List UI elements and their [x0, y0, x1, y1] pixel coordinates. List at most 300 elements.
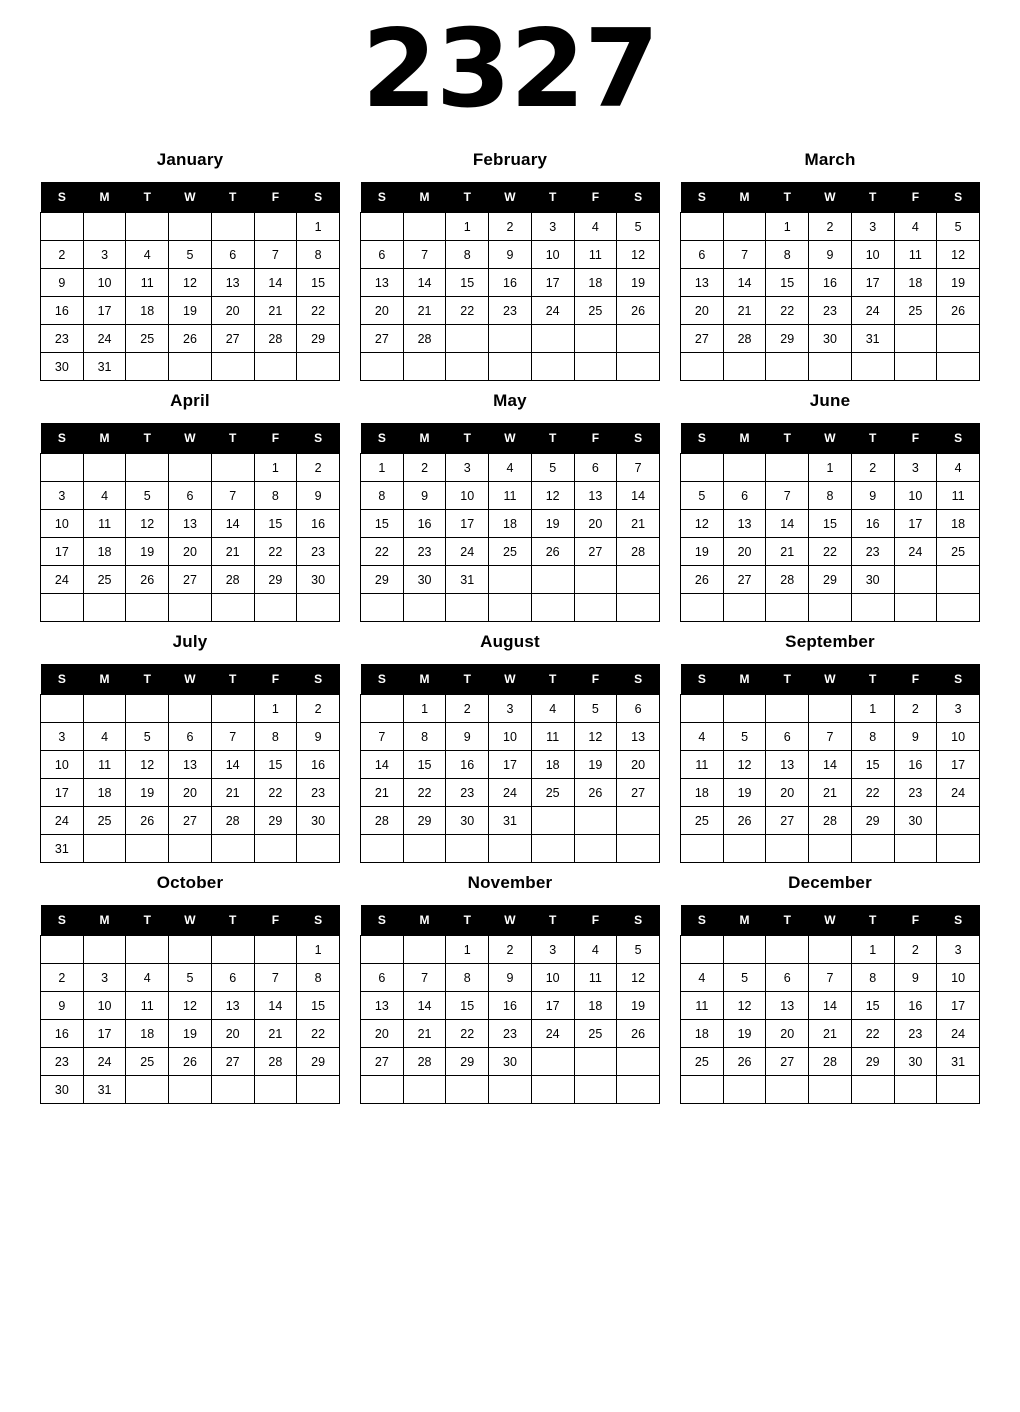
day-cell[interactable]: 22 — [766, 297, 809, 325]
day-cell[interactable]: 18 — [126, 1020, 169, 1048]
day-cell[interactable]: 20 — [574, 510, 617, 538]
day-cell[interactable]: 6 — [169, 482, 212, 510]
day-cell[interactable]: 10 — [489, 723, 532, 751]
day-cell[interactable]: 30 — [403, 566, 446, 594]
day-cell[interactable]: 23 — [809, 297, 852, 325]
day-cell[interactable]: 11 — [531, 723, 574, 751]
day-cell[interactable]: 26 — [169, 1048, 212, 1076]
day-cell[interactable]: 21 — [361, 779, 404, 807]
day-cell[interactable]: 25 — [894, 297, 937, 325]
day-cell[interactable]: 29 — [403, 807, 446, 835]
day-cell[interactable]: 28 — [766, 566, 809, 594]
day-cell[interactable]: 11 — [937, 482, 980, 510]
day-cell[interactable]: 15 — [851, 751, 894, 779]
day-cell[interactable]: 3 — [531, 936, 574, 964]
day-cell[interactable]: 12 — [681, 510, 724, 538]
day-cell[interactable]: 18 — [83, 779, 126, 807]
day-cell[interactable]: 8 — [809, 482, 852, 510]
day-cell[interactable]: 15 — [361, 510, 404, 538]
day-cell[interactable]: 3 — [894, 454, 937, 482]
day-cell[interactable]: 29 — [766, 325, 809, 353]
day-cell[interactable]: 26 — [574, 779, 617, 807]
day-cell[interactable]: 9 — [446, 723, 489, 751]
day-cell[interactable]: 8 — [446, 964, 489, 992]
day-cell[interactable]: 29 — [297, 1048, 340, 1076]
day-cell[interactable]: 10 — [531, 241, 574, 269]
day-cell[interactable]: 28 — [403, 1048, 446, 1076]
day-cell[interactable]: 8 — [851, 723, 894, 751]
day-cell[interactable]: 19 — [169, 297, 212, 325]
day-cell[interactable]: 26 — [937, 297, 980, 325]
day-cell[interactable]: 2 — [403, 454, 446, 482]
day-cell[interactable]: 30 — [894, 1048, 937, 1076]
day-cell[interactable]: 8 — [297, 241, 340, 269]
day-cell[interactable]: 28 — [211, 807, 254, 835]
day-cell[interactable]: 21 — [809, 1020, 852, 1048]
day-cell[interactable]: 29 — [851, 807, 894, 835]
day-cell[interactable]: 28 — [809, 1048, 852, 1076]
day-cell[interactable]: 23 — [489, 1020, 532, 1048]
day-cell[interactable]: 1 — [361, 454, 404, 482]
day-cell[interactable]: 14 — [211, 510, 254, 538]
day-cell[interactable]: 15 — [254, 510, 297, 538]
day-cell[interactable]: 17 — [851, 269, 894, 297]
day-cell[interactable]: 9 — [41, 992, 84, 1020]
day-cell[interactable]: 15 — [446, 992, 489, 1020]
day-cell[interactable]: 28 — [809, 807, 852, 835]
day-cell[interactable]: 31 — [851, 325, 894, 353]
day-cell[interactable]: 13 — [574, 482, 617, 510]
day-cell[interactable]: 25 — [531, 779, 574, 807]
day-cell[interactable]: 31 — [446, 566, 489, 594]
day-cell[interactable]: 6 — [211, 241, 254, 269]
day-cell[interactable]: 12 — [126, 510, 169, 538]
day-cell[interactable]: 2 — [446, 695, 489, 723]
day-cell[interactable]: 27 — [361, 1048, 404, 1076]
day-cell[interactable]: 29 — [361, 566, 404, 594]
day-cell[interactable]: 25 — [937, 538, 980, 566]
day-cell[interactable]: 9 — [297, 723, 340, 751]
day-cell[interactable]: 19 — [531, 510, 574, 538]
day-cell[interactable]: 17 — [531, 992, 574, 1020]
day-cell[interactable]: 3 — [851, 213, 894, 241]
day-cell[interactable]: 30 — [41, 1076, 84, 1104]
day-cell[interactable]: 10 — [41, 510, 84, 538]
day-cell[interactable]: 16 — [489, 269, 532, 297]
day-cell[interactable]: 8 — [851, 964, 894, 992]
day-cell[interactable]: 9 — [809, 241, 852, 269]
day-cell[interactable]: 17 — [937, 751, 980, 779]
day-cell[interactable]: 4 — [894, 213, 937, 241]
day-cell[interactable]: 21 — [723, 297, 766, 325]
day-cell[interactable]: 25 — [489, 538, 532, 566]
day-cell[interactable]: 26 — [617, 297, 660, 325]
day-cell[interactable]: 11 — [681, 992, 724, 1020]
day-cell[interactable]: 28 — [254, 325, 297, 353]
day-cell[interactable]: 18 — [83, 538, 126, 566]
day-cell[interactable]: 4 — [681, 964, 724, 992]
day-cell[interactable]: 2 — [489, 213, 532, 241]
day-cell[interactable]: 1 — [809, 454, 852, 482]
day-cell[interactable]: 19 — [126, 538, 169, 566]
day-cell[interactable]: 27 — [766, 807, 809, 835]
day-cell[interactable]: 15 — [254, 751, 297, 779]
day-cell[interactable]: 24 — [937, 779, 980, 807]
day-cell[interactable]: 11 — [681, 751, 724, 779]
day-cell[interactable]: 19 — [681, 538, 724, 566]
day-cell[interactable]: 12 — [937, 241, 980, 269]
day-cell[interactable]: 7 — [254, 241, 297, 269]
day-cell[interactable]: 17 — [446, 510, 489, 538]
day-cell[interactable]: 30 — [297, 807, 340, 835]
day-cell[interactable]: 7 — [723, 241, 766, 269]
day-cell[interactable]: 8 — [361, 482, 404, 510]
day-cell[interactable]: 29 — [446, 1048, 489, 1076]
day-cell[interactable]: 29 — [254, 566, 297, 594]
day-cell[interactable]: 18 — [531, 751, 574, 779]
day-cell[interactable]: 23 — [894, 779, 937, 807]
day-cell[interactable]: 19 — [126, 779, 169, 807]
day-cell[interactable]: 14 — [403, 269, 446, 297]
day-cell[interactable]: 19 — [617, 992, 660, 1020]
day-cell[interactable]: 8 — [254, 723, 297, 751]
day-cell[interactable]: 16 — [41, 297, 84, 325]
day-cell[interactable]: 1 — [446, 213, 489, 241]
day-cell[interactable]: 22 — [446, 297, 489, 325]
day-cell[interactable]: 7 — [403, 241, 446, 269]
day-cell[interactable]: 3 — [937, 936, 980, 964]
day-cell[interactable]: 15 — [446, 269, 489, 297]
day-cell[interactable]: 8 — [254, 482, 297, 510]
day-cell[interactable]: 2 — [809, 213, 852, 241]
day-cell[interactable]: 7 — [809, 964, 852, 992]
day-cell[interactable]: 16 — [297, 510, 340, 538]
day-cell[interactable]: 31 — [41, 835, 84, 863]
day-cell[interactable]: 26 — [531, 538, 574, 566]
day-cell[interactable]: 3 — [41, 723, 84, 751]
day-cell[interactable]: 7 — [211, 482, 254, 510]
day-cell[interactable]: 13 — [211, 269, 254, 297]
day-cell[interactable]: 9 — [489, 964, 532, 992]
day-cell[interactable]: 29 — [851, 1048, 894, 1076]
day-cell[interactable]: 24 — [851, 297, 894, 325]
day-cell[interactable]: 30 — [489, 1048, 532, 1076]
day-cell[interactable]: 2 — [894, 695, 937, 723]
day-cell[interactable]: 20 — [211, 297, 254, 325]
day-cell[interactable]: 23 — [297, 538, 340, 566]
day-cell[interactable]: 13 — [361, 992, 404, 1020]
day-cell[interactable]: 22 — [851, 1020, 894, 1048]
day-cell[interactable]: 5 — [937, 213, 980, 241]
day-cell[interactable]: 19 — [723, 1020, 766, 1048]
day-cell[interactable]: 30 — [851, 566, 894, 594]
day-cell[interactable]: 13 — [766, 992, 809, 1020]
day-cell[interactable]: 12 — [617, 964, 660, 992]
day-cell[interactable]: 25 — [574, 1020, 617, 1048]
day-cell[interactable]: 27 — [211, 325, 254, 353]
day-cell[interactable]: 1 — [254, 454, 297, 482]
day-cell[interactable]: 21 — [617, 510, 660, 538]
day-cell[interactable]: 27 — [169, 807, 212, 835]
day-cell[interactable]: 23 — [851, 538, 894, 566]
day-cell[interactable]: 19 — [723, 779, 766, 807]
day-cell[interactable]: 8 — [403, 723, 446, 751]
day-cell[interactable]: 30 — [446, 807, 489, 835]
day-cell[interactable]: 27 — [617, 779, 660, 807]
day-cell[interactable]: 31 — [489, 807, 532, 835]
day-cell[interactable]: 27 — [766, 1048, 809, 1076]
day-cell[interactable]: 20 — [681, 297, 724, 325]
day-cell[interactable]: 2 — [489, 936, 532, 964]
day-cell[interactable]: 21 — [403, 1020, 446, 1048]
day-cell[interactable]: 24 — [446, 538, 489, 566]
day-cell[interactable]: 11 — [83, 510, 126, 538]
day-cell[interactable]: 16 — [851, 510, 894, 538]
day-cell[interactable]: 8 — [446, 241, 489, 269]
day-cell[interactable]: 9 — [894, 964, 937, 992]
day-cell[interactable]: 28 — [211, 566, 254, 594]
day-cell[interactable]: 10 — [446, 482, 489, 510]
day-cell[interactable]: 1 — [446, 936, 489, 964]
day-cell[interactable]: 1 — [297, 936, 340, 964]
day-cell[interactable]: 6 — [574, 454, 617, 482]
day-cell[interactable]: 18 — [937, 510, 980, 538]
day-cell[interactable]: 8 — [766, 241, 809, 269]
day-cell[interactable]: 30 — [297, 566, 340, 594]
day-cell[interactable]: 1 — [254, 695, 297, 723]
day-cell[interactable]: 17 — [83, 297, 126, 325]
day-cell[interactable]: 5 — [723, 723, 766, 751]
day-cell[interactable]: 27 — [169, 566, 212, 594]
day-cell[interactable]: 29 — [809, 566, 852, 594]
day-cell[interactable]: 14 — [211, 751, 254, 779]
day-cell[interactable]: 6 — [169, 723, 212, 751]
day-cell[interactable]: 28 — [723, 325, 766, 353]
day-cell[interactable]: 19 — [574, 751, 617, 779]
day-cell[interactable]: 28 — [361, 807, 404, 835]
day-cell[interactable]: 2 — [894, 936, 937, 964]
day-cell[interactable]: 1 — [851, 695, 894, 723]
day-cell[interactable]: 15 — [809, 510, 852, 538]
day-cell[interactable]: 2 — [851, 454, 894, 482]
day-cell[interactable]: 12 — [169, 992, 212, 1020]
day-cell[interactable]: 1 — [403, 695, 446, 723]
day-cell[interactable]: 19 — [937, 269, 980, 297]
day-cell[interactable]: 15 — [297, 269, 340, 297]
day-cell[interactable]: 24 — [83, 1048, 126, 1076]
day-cell[interactable]: 2 — [41, 964, 84, 992]
day-cell[interactable]: 5 — [681, 482, 724, 510]
day-cell[interactable]: 25 — [83, 566, 126, 594]
day-cell[interactable]: 27 — [574, 538, 617, 566]
day-cell[interactable]: 15 — [403, 751, 446, 779]
day-cell[interactable]: 5 — [574, 695, 617, 723]
day-cell[interactable]: 26 — [126, 807, 169, 835]
day-cell[interactable]: 6 — [361, 241, 404, 269]
day-cell[interactable]: 22 — [254, 538, 297, 566]
day-cell[interactable]: 12 — [574, 723, 617, 751]
day-cell[interactable]: 12 — [723, 751, 766, 779]
day-cell[interactable]: 14 — [254, 992, 297, 1020]
day-cell[interactable]: 22 — [403, 779, 446, 807]
day-cell[interactable]: 2 — [41, 241, 84, 269]
day-cell[interactable]: 10 — [531, 964, 574, 992]
day-cell[interactable]: 12 — [169, 269, 212, 297]
day-cell[interactable]: 29 — [297, 325, 340, 353]
day-cell[interactable]: 21 — [211, 538, 254, 566]
day-cell[interactable]: 9 — [297, 482, 340, 510]
day-cell[interactable]: 24 — [41, 566, 84, 594]
day-cell[interactable]: 26 — [617, 1020, 660, 1048]
day-cell[interactable]: 25 — [83, 807, 126, 835]
day-cell[interactable]: 21 — [254, 1020, 297, 1048]
day-cell[interactable]: 16 — [894, 992, 937, 1020]
day-cell[interactable]: 22 — [297, 1020, 340, 1048]
day-cell[interactable]: 3 — [83, 241, 126, 269]
day-cell[interactable]: 21 — [211, 779, 254, 807]
day-cell[interactable]: 17 — [894, 510, 937, 538]
day-cell[interactable]: 6 — [766, 964, 809, 992]
day-cell[interactable]: 13 — [361, 269, 404, 297]
day-cell[interactable]: 28 — [254, 1048, 297, 1076]
day-cell[interactable]: 26 — [681, 566, 724, 594]
day-cell[interactable]: 7 — [617, 454, 660, 482]
day-cell[interactable]: 4 — [937, 454, 980, 482]
day-cell[interactable]: 23 — [41, 325, 84, 353]
day-cell[interactable]: 17 — [489, 751, 532, 779]
day-cell[interactable]: 18 — [681, 779, 724, 807]
day-cell[interactable]: 3 — [937, 695, 980, 723]
day-cell[interactable]: 4 — [489, 454, 532, 482]
day-cell[interactable]: 14 — [254, 269, 297, 297]
day-cell[interactable]: 7 — [254, 964, 297, 992]
day-cell[interactable]: 1 — [766, 213, 809, 241]
day-cell[interactable]: 31 — [83, 353, 126, 381]
day-cell[interactable]: 14 — [617, 482, 660, 510]
day-cell[interactable]: 10 — [937, 964, 980, 992]
day-cell[interactable]: 13 — [169, 751, 212, 779]
day-cell[interactable]: 11 — [574, 964, 617, 992]
day-cell[interactable]: 5 — [617, 213, 660, 241]
day-cell[interactable]: 3 — [83, 964, 126, 992]
day-cell[interactable]: 22 — [297, 297, 340, 325]
day-cell[interactable]: 7 — [809, 723, 852, 751]
day-cell[interactable]: 5 — [169, 241, 212, 269]
day-cell[interactable]: 5 — [617, 936, 660, 964]
day-cell[interactable]: 18 — [574, 992, 617, 1020]
day-cell[interactable]: 21 — [403, 297, 446, 325]
day-cell[interactable]: 7 — [361, 723, 404, 751]
day-cell[interactable]: 4 — [681, 723, 724, 751]
day-cell[interactable]: 2 — [297, 695, 340, 723]
day-cell[interactable]: 23 — [297, 779, 340, 807]
day-cell[interactable]: 16 — [489, 992, 532, 1020]
day-cell[interactable]: 26 — [723, 1048, 766, 1076]
day-cell[interactable]: 11 — [489, 482, 532, 510]
day-cell[interactable]: 23 — [403, 538, 446, 566]
day-cell[interactable]: 19 — [617, 269, 660, 297]
day-cell[interactable]: 14 — [809, 992, 852, 1020]
day-cell[interactable]: 8 — [297, 964, 340, 992]
day-cell[interactable]: 1 — [297, 213, 340, 241]
day-cell[interactable]: 1 — [851, 936, 894, 964]
day-cell[interactable]: 26 — [723, 807, 766, 835]
day-cell[interactable]: 17 — [41, 779, 84, 807]
day-cell[interactable]: 17 — [83, 1020, 126, 1048]
day-cell[interactable]: 20 — [766, 779, 809, 807]
day-cell[interactable]: 11 — [126, 269, 169, 297]
day-cell[interactable]: 20 — [169, 779, 212, 807]
day-cell[interactable]: 21 — [766, 538, 809, 566]
day-cell[interactable]: 5 — [723, 964, 766, 992]
day-cell[interactable]: 27 — [361, 325, 404, 353]
day-cell[interactable]: 5 — [126, 723, 169, 751]
day-cell[interactable]: 11 — [894, 241, 937, 269]
day-cell[interactable]: 24 — [41, 807, 84, 835]
day-cell[interactable]: 20 — [766, 1020, 809, 1048]
day-cell[interactable]: 14 — [809, 751, 852, 779]
day-cell[interactable]: 20 — [361, 297, 404, 325]
day-cell[interactable]: 15 — [766, 269, 809, 297]
day-cell[interactable]: 18 — [126, 297, 169, 325]
day-cell[interactable]: 3 — [531, 213, 574, 241]
day-cell[interactable]: 12 — [617, 241, 660, 269]
day-cell[interactable]: 25 — [681, 1048, 724, 1076]
day-cell[interactable]: 24 — [531, 297, 574, 325]
day-cell[interactable]: 21 — [254, 297, 297, 325]
day-cell[interactable]: 4 — [574, 936, 617, 964]
day-cell[interactable]: 27 — [723, 566, 766, 594]
day-cell[interactable]: 16 — [894, 751, 937, 779]
day-cell[interactable]: 18 — [574, 269, 617, 297]
day-cell[interactable]: 13 — [723, 510, 766, 538]
day-cell[interactable]: 6 — [766, 723, 809, 751]
day-cell[interactable]: 14 — [361, 751, 404, 779]
day-cell[interactable]: 14 — [403, 992, 446, 1020]
day-cell[interactable]: 18 — [894, 269, 937, 297]
day-cell[interactable]: 6 — [723, 482, 766, 510]
day-cell[interactable]: 27 — [211, 1048, 254, 1076]
day-cell[interactable]: 31 — [83, 1076, 126, 1104]
day-cell[interactable]: 6 — [681, 241, 724, 269]
day-cell[interactable]: 9 — [851, 482, 894, 510]
day-cell[interactable]: 25 — [126, 1048, 169, 1076]
day-cell[interactable]: 20 — [169, 538, 212, 566]
day-cell[interactable]: 10 — [851, 241, 894, 269]
day-cell[interactable]: 21 — [809, 779, 852, 807]
day-cell[interactable]: 6 — [361, 964, 404, 992]
day-cell[interactable]: 15 — [297, 992, 340, 1020]
day-cell[interactable]: 4 — [574, 213, 617, 241]
day-cell[interactable]: 2 — [297, 454, 340, 482]
day-cell[interactable]: 20 — [723, 538, 766, 566]
day-cell[interactable]: 7 — [766, 482, 809, 510]
day-cell[interactable]: 5 — [126, 482, 169, 510]
day-cell[interactable]: 4 — [126, 964, 169, 992]
day-cell[interactable]: 11 — [574, 241, 617, 269]
day-cell[interactable]: 16 — [403, 510, 446, 538]
day-cell[interactable]: 26 — [126, 566, 169, 594]
day-cell[interactable]: 7 — [403, 964, 446, 992]
day-cell[interactable]: 16 — [41, 1020, 84, 1048]
day-cell[interactable]: 9 — [489, 241, 532, 269]
day-cell[interactable]: 10 — [894, 482, 937, 510]
day-cell[interactable]: 10 — [937, 723, 980, 751]
day-cell[interactable]: 22 — [361, 538, 404, 566]
day-cell[interactable]: 12 — [126, 751, 169, 779]
day-cell[interactable]: 24 — [83, 325, 126, 353]
day-cell[interactable]: 17 — [937, 992, 980, 1020]
